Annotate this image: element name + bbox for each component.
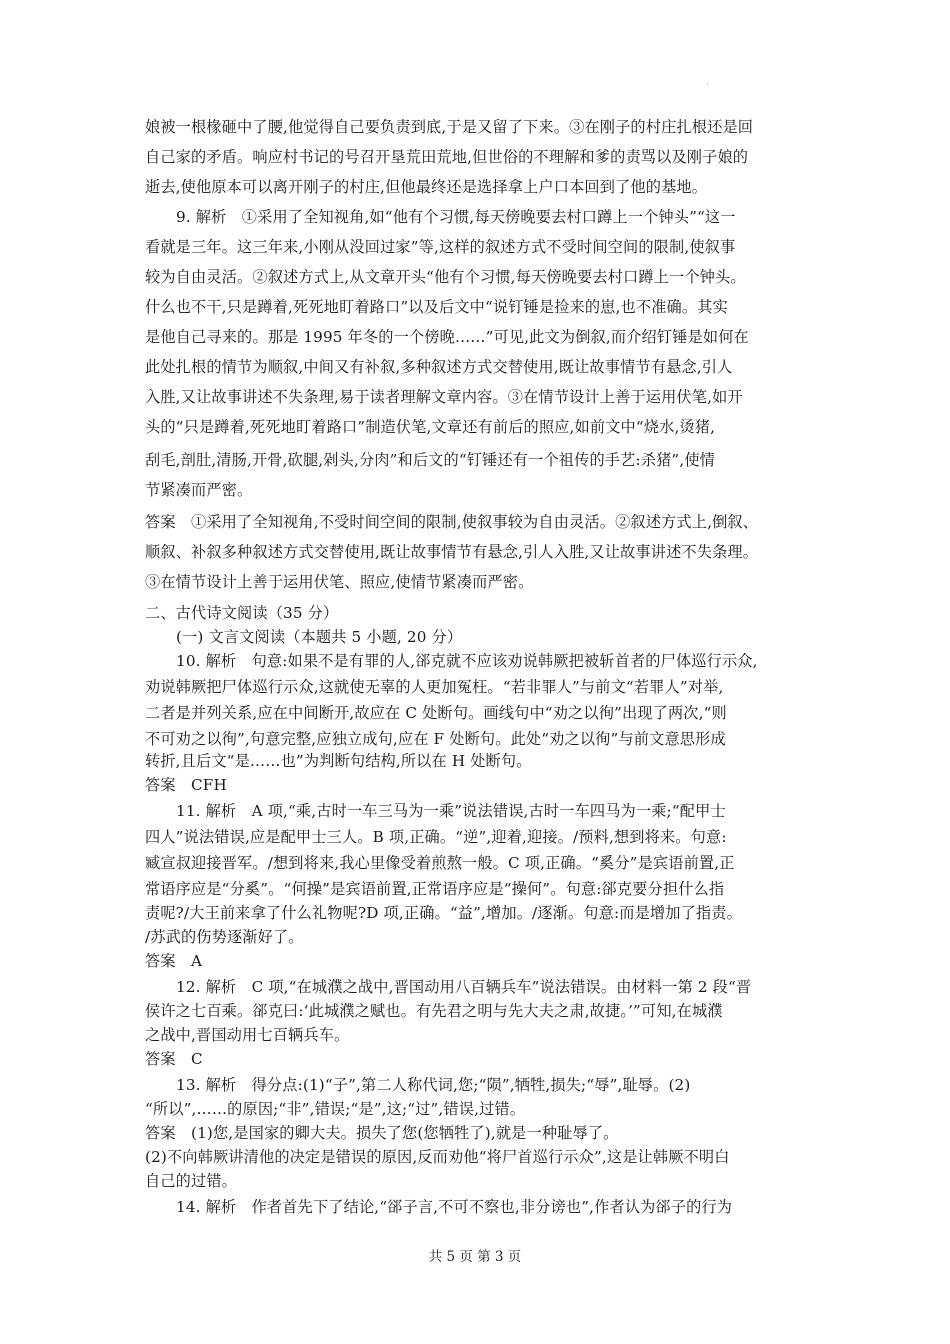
text-line: 之战中,晋国动用七百辆兵车。: [145, 1026, 350, 1044]
answer-line: 答案 C: [145, 1050, 203, 1068]
text-line: 12. 解析 C 项,“在城濮之战中,晋国动用八百辆兵车”说法错误。由材料一第 2 段“晋: [176, 978, 752, 996]
page-footer: 共 5 页 第 3 页: [428, 1249, 522, 1265]
text-line: 头的“只是蹲着,死死地盯着路口”制造伏笔,文章还有前后的照应,如前文中“烧水,烫猪,: [145, 418, 716, 436]
answer-line: 答案 ①采用了全知视角,不受时间空间的限制,使叙事较为自由灵活。②叙述方式上,倒叙、: [145, 513, 759, 531]
text-line: 刮毛,剖肚,清肠,开骨,砍腿,剁头,分肉”和后文的“钉锤还有一个祖传的手艺:杀猪”,使情: [145, 451, 715, 469]
answer-line: (2)不向韩厥讲清他的决定是错误的原因,反而劝他“将尸首巡行示众”,这是让韩厥不明白: [145, 1148, 730, 1166]
text-line: /苏武的伤势逐渐好了。: [145, 928, 304, 946]
text-line: 常语序应是“分奚”。“何操”是宾语前置,正常语序应是“操何”。句意:郤克要分担什么指: [145, 880, 725, 898]
text-line: 是他自己寻来的。那是 1995 年冬的一个傍晚……”可见,此文为倒叙,而介绍钉锤是如何在: [145, 328, 749, 346]
answer-line: 顺叙、补叙多种叙述方式交替使用,既让故事情节有悬念,引人入胜,又让故事讲述不失条理。: [145, 543, 759, 561]
text-line: 不可劝之以徇”,句意完整,应独立成句,应在 F 处断句。此处“劝之以徇”与前文意思形成: [145, 730, 726, 748]
text-line: 四人”说法错误,应是配甲士三人。B 项,正确。“逆”,迎着,迎接。/预料,想到将来。句意:: [145, 828, 727, 846]
text-line: 10. 解析 句意:如果不是有罪的人,郤克就不应该劝说韩厥把被斩首者的尸体巡行示众,: [176, 652, 758, 670]
answer-line: ③在情节设计上善于运用伏笔、照应,使情节紧凑而严密。: [145, 573, 534, 591]
text-line: 入胜,又让故事讲述不失条理,易于读者理解文章内容。③在情节设计上善于运用伏笔,如开: [145, 388, 743, 406]
text-line: 14. 解析 作者首先下了结论,“郤子言,不可不察也,非分谤也”,作者认为郤子的行为: [176, 1198, 733, 1216]
text-line: 13. 解析 得分点:(1)“子”,第二人称代词,您;“陨”,牺牲,损失;“辱”,耻辱。(2): [176, 1076, 691, 1094]
text-line: 责呢?/大王前来拿了什么礼物呢?D 项,正确。“益”,增加。/逐渐。句意:而是增加了指责。: [145, 904, 742, 922]
answer-line: 答案 (1)您,是国家的卿大夫。损失了您(您牺牲了),就是一种耻辱了。: [145, 1124, 619, 1142]
text-line: 自己家的矛盾。响应村书记的号召开垦荒田荒地,但世俗的不理解和爹的责骂以及刚子娘的: [145, 148, 749, 166]
text-line: “所以”,……的原因;“非”,错误;“是”,这;“过”,错误,过错。: [145, 1100, 526, 1118]
text-line: 侯许之七百乘。郤克曰:‘此城濮之赋也。有先君之明与先大夫之肃,故捷。’”可知,在城濮: [145, 1002, 723, 1020]
text-line: 娘被一根椽砸中了腰,他觉得自己要负责到底,于是又留了下来。③在刚子的村庄扎根还是回: [145, 118, 754, 136]
text-line: 逝去,使他原本可以离开刚子的村庄,但他最终还是选择拿上户口本回到了他的基地。: [145, 178, 708, 196]
text-line: 节紧凑而严密。: [145, 481, 253, 499]
text-line: 二者是并列关系,应在中间断开,故应在 C 处断句。画线句中“劝之以徇”出现了两次,“则: [145, 704, 727, 722]
text-line: 转折,且后文“是……也”为判断句结构,所以在 H 处断句。: [145, 752, 532, 770]
text-line: 看就是三年。这三年来,小刚从没回过家”等,这样的叙述方式不受时间空间的限制,使叙事: [145, 238, 736, 256]
text-line: 11. 解析 A 项,“乘,古时一车三马为一乘”说法错误,古时一车四马为一乘;“配甲士: [176, 802, 726, 820]
scan-mark: ·: [706, 80, 709, 89]
text-line: 9. 解析 ①采用了全知视角,如“他有个习惯,每天傍晚要去村口蹲上一个钟头”“这一: [176, 208, 736, 226]
answer-line: 自己的过错。: [145, 1172, 238, 1190]
text-line: 较为自由灵活。②叙述方式上,从文章开头“他有个习惯,每天傍晚要去村口蹲上一个钟头。: [145, 268, 746, 286]
answer-line: 答案 CFH: [145, 776, 227, 794]
text-line: 劝说韩厥把尸体巡行示众,这就使无辜的人更加冤枉。“若非罪人”与前文“若罪人”对举,: [145, 678, 724, 696]
section-heading: 二、古代诗文阅读（35 分）: [145, 604, 339, 622]
text-line: 此处扎根的情节为顺叙,中间又有补叙,多种叙述方式交替使用,既让故事情节有悬念,引人: [145, 358, 733, 376]
subsection-heading: (一) 文言文阅读（本题共 5 小题, 20 分）: [176, 628, 463, 646]
text-line: 臧宣叔迎接晋军。/想到将来,我心里像受着煎熬一般。C 项,正确。“奚分”是宾语前置,正: [145, 854, 735, 872]
answer-line: 答案 A: [145, 952, 203, 970]
text-line: 什么也不干,只是蹲着,死死地盯着路口”以及后文中“说钉锤是捡来的崽,也不准确。其实: [145, 298, 728, 316]
